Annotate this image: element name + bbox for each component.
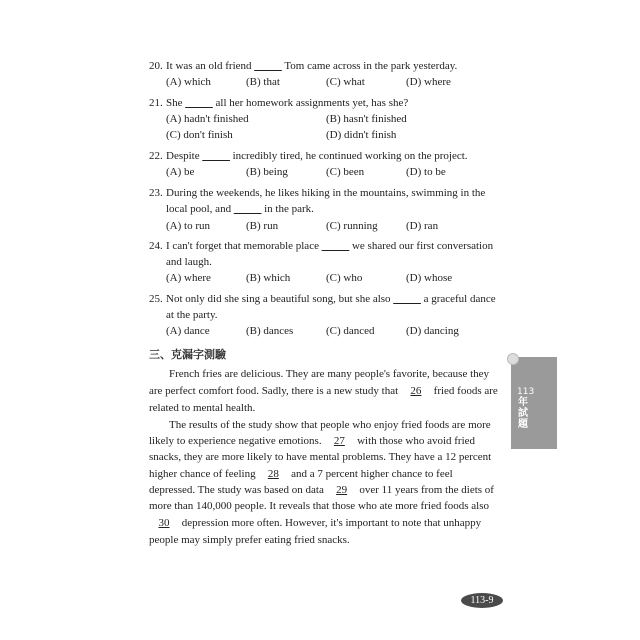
text: we shared our first conversation [349,240,494,252]
text: in the park. [261,203,314,215]
blank: _____ [185,97,213,109]
answer-option: (C) been [326,166,365,178]
question-text [166,150,468,163]
answer-option: (B) dances [246,325,294,337]
tab-label: 年試題 [518,397,528,430]
blank: _____ [202,150,230,162]
question-number: 23. [149,187,163,199]
question-text [166,309,218,322]
text: Not only did she sing a beautiful song, but she also [166,293,394,305]
passage-line [149,500,489,513]
side-tab [511,357,557,449]
passage-line [149,402,255,415]
text: French fries are delicious. They are many people's favorite, because they [169,368,490,380]
blank: _____ [393,293,421,305]
text: over 11 years from the diets of [356,484,494,496]
text: all her homework assignments yet, has she? [212,97,409,109]
text: higher chance of feeling [149,468,259,480]
blank: 28 [267,468,279,480]
question-text [166,60,457,73]
page-number: 113-9 [461,593,503,608]
answer-option: (A) to run [166,220,210,232]
blank: 29 [336,484,348,496]
text: are perfect comfort food. Sadly, there is a new study that [149,385,401,397]
text: likely to experience negative emotions. [149,435,325,447]
text: The results of the study show that people who enjoy fried foods are more [169,419,491,431]
question-number: 24. [149,240,163,252]
passage-line [149,484,494,497]
blank: 27 [333,435,345,447]
text: Despite [166,150,203,162]
answer-option: (B) run [246,220,279,232]
text: related to mental health. [149,402,256,414]
answer-option: (C) what [326,76,365,88]
question-number: 25. [149,293,163,305]
question-text [166,240,493,253]
text: depressed. The study was based on data [149,484,327,496]
answer-option: (C) running [326,220,378,232]
answer-option: (D) to be [406,166,446,178]
answer-option: (B) that [246,76,280,88]
passage-line [169,419,491,432]
passage-line [149,385,498,398]
question-text [166,203,314,216]
answer-option: (A) which [166,76,211,88]
tab-dot-icon [507,353,519,365]
text: at the party. [166,309,218,321]
text: people may simply prefer eating fried snacks. [149,534,350,546]
passage-line [149,451,491,464]
passage-line [149,517,481,530]
text: a graceful dance [420,293,496,305]
text: I can't forget that memorable place [166,240,322,252]
text: fried foods are [430,385,498,397]
passage-line [149,435,475,448]
answer-option: (C) danced [326,325,375,337]
answer-option: (B) hasn't finished [326,113,407,125]
question-text [166,97,408,110]
section-title: 三、克漏字測驗 [149,348,226,361]
text: and a 7 percent higher chance to feel [288,468,453,480]
answer-option: (A) be [166,166,195,178]
text: Tom came across in the park yesterday. [281,60,458,72]
text: During the weekends, he likes hiking in the mountains, swimming in the [166,187,486,199]
question-text [166,293,496,306]
question-number: 20. [149,60,163,72]
text: more than 140,000 people. It reveals that those who ate more fried foods also [149,500,489,512]
text: depression more often. However, it's important to note that unhappy [179,517,482,529]
answer-option: (D) didn't finish [326,129,397,141]
text: snacks, they are more likely to have mental problems. They have a 12 percent [149,451,492,463]
answer-option: (D) where [406,76,451,88]
answer-option: (D) dancing [406,325,459,337]
question-number: 21. [149,97,163,109]
text: It was an old friend [166,60,255,72]
answer-option: (B) which [246,272,291,284]
question-text [166,256,212,269]
answer-option: (A) hadn't finished [166,113,249,125]
answer-option: (D) whose [406,272,453,284]
answer-option: (A) dance [166,325,210,337]
question-number: 22. [149,150,163,162]
text: and laugh. [166,256,212,268]
blank: _____ [233,203,262,215]
blank: 26 [410,385,422,397]
text: local pool, and [166,203,234,215]
answer-option: (C) who [326,272,363,284]
answer-option: (D) ran [406,220,439,232]
text: with those who avoid fried [354,435,476,447]
tab-year: 113 [517,387,535,397]
text: She [166,97,186,109]
blank: 30 [158,517,170,529]
passage-line [149,468,453,481]
blank: _____ [254,60,282,72]
passage-line [169,368,489,381]
passage-line [149,534,350,547]
question-text [166,187,485,200]
answer-option: (B) being [246,166,288,178]
blank: _____ [321,240,350,252]
answer-option: (A) where [166,272,211,284]
answer-option: (C) don't finish [166,129,233,141]
text: incredibly tired, he continued working on the project. [229,150,468,162]
